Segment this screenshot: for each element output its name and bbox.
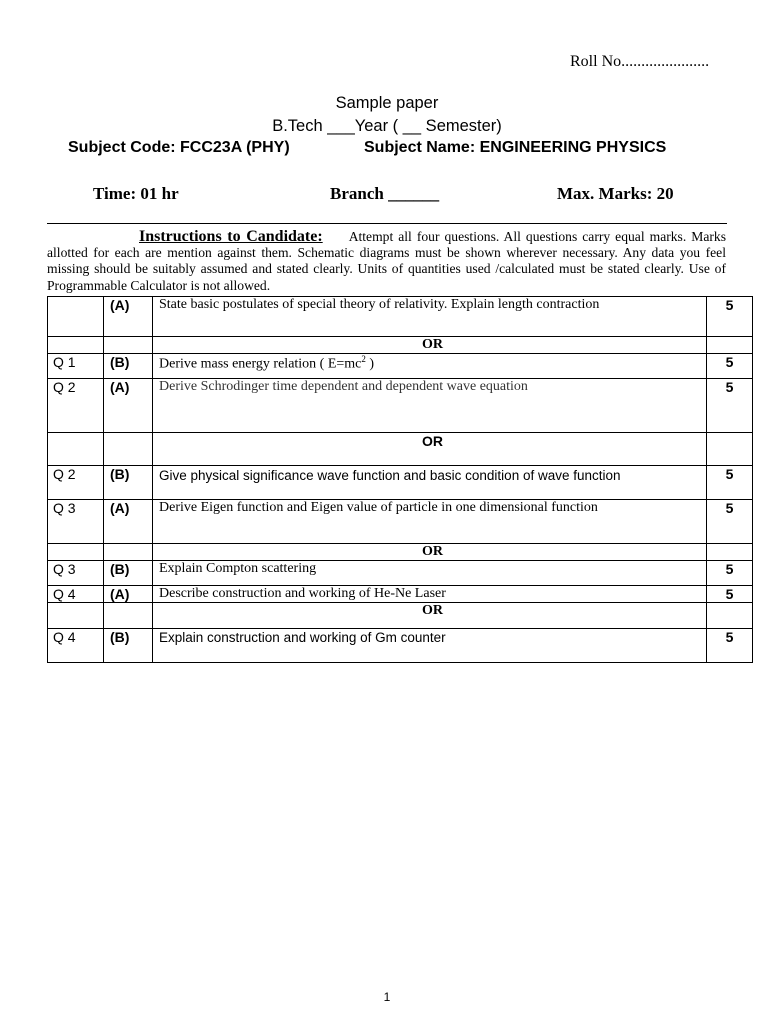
question-number: Q 4 bbox=[48, 629, 104, 663]
question-part: (A) bbox=[104, 500, 153, 544]
subject-name: Subject Name: ENGINEERING PHYSICS bbox=[364, 139, 667, 156]
question-part: (B) bbox=[104, 561, 153, 586]
question-number: Q 4 bbox=[48, 586, 104, 603]
question-table bbox=[47, 296, 753, 663]
header-divider bbox=[47, 223, 727, 224]
question-part: (A) bbox=[104, 586, 153, 603]
question-marks: 5 bbox=[707, 629, 753, 663]
table-row bbox=[48, 500, 753, 544]
question-text: Explain construction and working of Gm counter bbox=[153, 629, 707, 663]
instructions-text: Attempt all four questions. All questions carry equal marks. Marks allotted for each are mention against them. Schematic diagrams must be shown wherever necessary. Any data you feel missing should be suitably assumed and stated clearly. Units of quantities used /calculated must be stated clearly. Use of Programmable Calculator is not allowed. bbox=[47, 229, 726, 293]
subject-code: Subject Code: FCC23A (PHY) bbox=[68, 139, 290, 156]
or-separator: OR bbox=[153, 603, 707, 629]
question-text: Derive Schrodinger time dependent and dependent wave equation bbox=[153, 379, 707, 433]
question-text: Give physical significance wave function and basic condition of wave function bbox=[153, 466, 707, 500]
or-separator: OR bbox=[153, 337, 707, 354]
question-number: Q 2 bbox=[48, 466, 104, 500]
table-row bbox=[48, 297, 753, 337]
question-marks: 5 bbox=[707, 500, 753, 544]
exam-time: Time: 01 hr bbox=[93, 184, 179, 203]
question-number bbox=[48, 297, 104, 337]
question-text: Derive Eigen function and Eigen value of particle in one dimensional function bbox=[153, 500, 707, 544]
question-text: Describe construction and working of He-Ne Laser bbox=[153, 586, 707, 603]
question-part: (A) bbox=[104, 379, 153, 433]
table-row bbox=[48, 466, 753, 500]
question-text: Derive mass energy relation ( $E=mc^2$ ) bbox=[153, 354, 707, 379]
question-marks: 5 bbox=[707, 466, 753, 500]
question-number: Q 3 bbox=[48, 561, 104, 586]
roll-number-field: Roll No...................... bbox=[570, 53, 710, 70]
question-text: State basic postulates of special theory of relativity. Explain length contraction bbox=[153, 297, 707, 337]
or-separator: OR bbox=[153, 433, 707, 466]
page-number: 1 bbox=[383, 990, 391, 1004]
question-marks: 5 bbox=[707, 586, 753, 603]
max-marks: Max. Marks: 20 bbox=[557, 184, 674, 203]
question-marks: 5 bbox=[707, 379, 753, 433]
or-separator: OR bbox=[153, 544, 707, 561]
table-row bbox=[48, 337, 753, 354]
table-row bbox=[48, 379, 753, 433]
instructions-title: Instructions to Candidate: bbox=[139, 228, 323, 245]
question-number: Q 2 bbox=[48, 379, 104, 433]
table-row bbox=[48, 603, 753, 629]
table-row bbox=[48, 629, 753, 663]
instructions-block bbox=[47, 229, 726, 294]
question-text: Explain Compton scattering bbox=[153, 561, 707, 586]
question-part: (B) bbox=[104, 354, 153, 379]
course-line: B.Tech ___Year ( __ Semester) bbox=[272, 117, 502, 135]
table-row bbox=[48, 586, 753, 603]
question-part: (B) bbox=[104, 629, 153, 663]
table-row bbox=[48, 544, 753, 561]
branch-field: Branch ______ bbox=[330, 184, 440, 203]
question-number: Q 3 bbox=[48, 500, 104, 544]
question-part: (B) bbox=[104, 466, 153, 500]
question-part: (A) bbox=[104, 297, 153, 337]
paper-title: Sample paper bbox=[335, 94, 439, 112]
question-marks: 5 bbox=[707, 354, 753, 379]
question-marks: 5 bbox=[707, 561, 753, 586]
question-number: Q 1 bbox=[48, 354, 104, 379]
table-row bbox=[48, 561, 753, 586]
table-row bbox=[48, 354, 753, 379]
table-row bbox=[48, 433, 753, 466]
question-marks: 5 bbox=[707, 297, 753, 337]
